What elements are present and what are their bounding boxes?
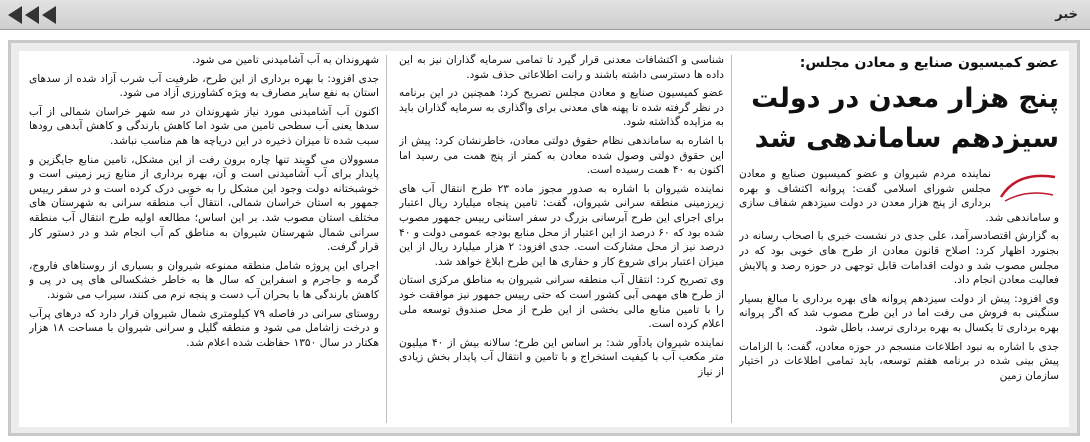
paragraph: روستای سرانی در فاصله ۷۹ کیلومتری شمال شیروان قرار دارد که درهای پرآب و درخت زاشامل می شود و منطقه گلیل و سرانی شیروان با مساحت ۱۸ هزار هکتار در سال ۱۳۵۰ حفاظت شده اعلام شد. bbox=[29, 307, 379, 349]
arrow-left-icon bbox=[42, 6, 56, 24]
paragraph: به گزارش اقتصادسرآمد، علی جدی در نشست خبری با اصحاب رسانه در بجنورد اظهار کرد: اصلاح قانون معادن از طرح های خوبی بود که در مجلس مصوب شد و دولت اقدامات قابل توجهی در حوزه رصد و پالایش فعالیت معادن انجام داد. bbox=[739, 230, 1059, 287]
column-divider bbox=[731, 55, 732, 423]
paragraph: اکنون آب آشامیدنی مورد نیاز شهروندان در سه شهر خراسان شمالی از آب سدها یعنی آب سطحی تامین می شود اما کاهش بارندگی و کاهش آبدهی رودها سبب شده تا میزان ذخیره در این دریاچه ها هم مناسب نباشد. bbox=[29, 105, 379, 147]
paragraph: جدی با اشاره به نبود اطلاعات منسجم در حوزه معادن، گفت: با الزامات پیش بینی شده در برنامه هفتم توسعه، باید تمامی اطلاعات در اختیار سازمان زمین bbox=[739, 340, 1059, 382]
paragraph: نماینده مردم شیروان و عضو کمیسیون صنایع و معادن مجلس شورای اسلامی گفت: پروانه اکتشاف و بهره برداری از پنج هزار معدن در دولت سیزدهم شفاف سازی و ساماندهی شد. bbox=[739, 168, 1059, 224]
article-lead bbox=[739, 167, 1059, 225]
paragraph: جدی افزود: با بهره برداری از این طرح، ظرفیت آب شرب آزاد شده از سدهای استان به نفع سایر مصارف به ویژه کشاورزی آزاد می شود. bbox=[29, 72, 379, 100]
article-headline: پنج هزار معدن در دولت سیزدهم ساماندهی شد bbox=[751, 83, 1059, 154]
paragraph: شناسی و اکتشافات معدنی قرار گیرد تا تمامی سرمایه گذاران نیز به این داده ها دسترسی داشته باشند و رانت اطلاعاتی حذف شود. bbox=[399, 54, 724, 81]
section-label: خبر bbox=[1055, 7, 1078, 22]
paragraph: شهروندان به آب آشامیدنی تامین می شود. bbox=[191, 54, 379, 66]
article-column-3 bbox=[29, 53, 379, 427]
paragraph: اجرای این پروژه شامل منطقه ممنوعه شیروان و بسیاری از روستاهای فاروج، گرمه و جاجرم و اسفراین که سال ها به خاطر خشکسالی های پی در پی و کاهش بارندگی ها با بحران آب دست و پنجه نرم می کنند، سیراب می شوند. bbox=[29, 259, 379, 301]
logo-swash-icon bbox=[997, 167, 1059, 207]
arrow-left-icon bbox=[8, 6, 22, 24]
article-kicker: عضو کمیسیون صنایع و معادن مجلس: bbox=[799, 55, 1059, 71]
article-column-1 bbox=[739, 53, 1059, 427]
paragraph: با اشاره به ساماندهی نظام حقوق دولتی معادن، خاطرنشان کرد: پیش از این حقوق دولتی وصول شده معادن به کمتر از پنج همت می رسید اما اکنون به ۴۰ همت رسیده است. bbox=[399, 134, 724, 177]
paragraph: عضو کمیسیون صنایع و معادن مجلس تصریح کرد: همچنین در این برنامه در نظر گرفته شده تا پهنه های معدنی برای واگذاری به سرمایه گذاران باید به مزایده گذاشته شود. bbox=[399, 87, 724, 129]
section-header-bar bbox=[0, 0, 1090, 30]
article-panel bbox=[8, 40, 1080, 436]
nav-arrows bbox=[8, 6, 56, 24]
paragraph: مسوولان می گویند تنها چاره برون رفت از این مشکل، تامین منابع جایگزین و پایدار برای آب آشامیدنی است و آن، بهره برداری از منابع زیر زمینی است و خوشبختانه دولت وجود این مشکل را به خوبی درک کرده است و در سفر رییس جمهور به استان خراسان شمالی، انتقال آب منطقه سرانی به شهرستان های مختلف استان مصوب شد. بر این اساس؛ مطالعه اولیه طرح انتقال آب منطقه سرانی شمال شهرستان شیروان به مناطق کم آب انجام شد و در دستور کار قرار گرفت. bbox=[29, 153, 379, 254]
publication-logo bbox=[997, 167, 1059, 207]
paragraph: نماینده شیروان یادآور شد: بر اساس این طرح؛ سالانه بیش از ۴۰ میلیون متر مکعب آب با کیفیت استخراج و با تامین و انتقال آب پایدار بخش زیادی از نیاز bbox=[399, 336, 724, 378]
paragraph: وی تصریح کرد: انتقال آب منطقه سرانی شیروان به مناطق مرکزی استان از طرح های مهمی آبی کشور است که حتی رییس جمهور نیز موافقت خود را با تامین منابع مالی بخشی از این طرح از محل صندوق توسعه ملی اعلام کرده است. bbox=[399, 274, 724, 331]
article-column-2 bbox=[399, 53, 724, 427]
paragraph: نماینده شیروان با اشاره به صدور مجوز ماده ۲۳ طرح انتقال آب های زیرزمینی منطقه سرانی شیروان، گفت: تامین پنجاه میلیارد ریال اعتبار برای اجرای این طرح آبرسانی بزرگ در سفر استانی رییس جمهور مصوب شده بود که ۶۰ درصد از این اعتبار از محل منابع بودجه عمومی دولت و ۴۰ درصد نیز از محل مشارکت است. جدی افزود: ۲ هزار میلیارد ریال از این میزان اعتبار برای شروع کار و حفاری ها این طرح ابلاغ خواهد شد. bbox=[399, 182, 724, 268]
article-body bbox=[19, 51, 1069, 427]
arrow-left-icon bbox=[25, 6, 39, 24]
column-divider bbox=[386, 55, 387, 423]
paragraph: وی افزود: پیش از دولت سیزدهم پروانه های بهره برداری با مبالغ بسیار سنگینی به فروش می رفت اما در این طرح مصوب شد که اگر پروانه بهره برداری تا یکسال به بهره برداری نرسد، باطل شود. bbox=[739, 292, 1059, 334]
